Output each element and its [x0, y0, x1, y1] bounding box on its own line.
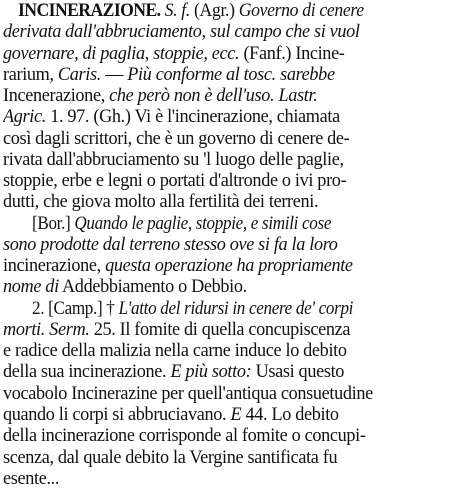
usage-tag: (Agr.)	[189, 1, 235, 21]
body-text: Incenerazione,	[3, 86, 110, 106]
source-citation: E più sotto:	[170, 362, 252, 383]
quotation-text: Quando le paglie, stoppie, e simili cose	[74, 213, 332, 234]
entry-line	[3, 426, 472, 447]
entry-line	[32, 299, 472, 320]
entry-line	[3, 129, 472, 150]
body-text: 44. Lo debito	[241, 405, 339, 425]
entry-line	[3, 341, 472, 362]
definition-text: governare, di paglia, stoppie, ecc.	[3, 43, 240, 64]
entry-line	[3, 469, 472, 490]
body-text: dutti, che giova molto alla fertilità dei terreni.	[3, 192, 319, 213]
entry-line	[3, 362, 472, 383]
entry-line	[3, 235, 472, 256]
entry-line	[3, 448, 472, 469]
entry-line	[3, 277, 472, 298]
source-citation: Agric.	[3, 107, 46, 128]
entry-line	[3, 256, 472, 277]
editorial-note: Più conforme al tosc. sarebbe	[127, 64, 335, 85]
quotation-text: sono prodotte dal terreno stesso ove si fa la loro	[3, 234, 338, 255]
quotation-text: questa operazione ha propriamente	[105, 256, 353, 277]
body-text: della sua incinerazione.	[3, 362, 171, 383]
body-text: rivata dall'abbruciamento su 'l luogo delle paglie,	[3, 149, 344, 170]
entry-line	[3, 405, 472, 426]
entry-line	[3, 65, 472, 86]
definition-text: derivata dall'abbruciamento, sul campo che si vuol	[3, 22, 360, 43]
entry-line	[3, 192, 472, 213]
entry-line	[3, 107, 472, 128]
body-text: così dagli scrittori, che è un governo di cenere de-	[3, 128, 350, 149]
body-text: rarium,	[3, 64, 58, 85]
entry-line	[3, 22, 472, 43]
quotation-text: nome di	[3, 277, 59, 298]
definition-text: Governo di cenere	[234, 1, 364, 21]
entry-line	[3, 150, 472, 171]
entry-line	[3, 44, 472, 65]
entry-line	[3, 320, 472, 341]
entry-headword: INCINERAZIONE.	[18, 1, 161, 21]
entry-line	[18, 1, 472, 22]
entry-line	[3, 171, 472, 192]
body-text: Addebbiamento o Debbio.	[58, 277, 247, 298]
entry-line	[3, 86, 472, 107]
definition-text: L'atto del ridursi in cenere de' corpi	[118, 298, 354, 319]
body-text: scenza, dal quale debito la Vergine santificata fu	[3, 447, 338, 468]
body-text: incinerazione,	[3, 256, 106, 277]
sense-number: 2. [Camp.] †	[32, 298, 119, 319]
usage-tag: [Bor.]	[32, 213, 75, 234]
source-citation: morti. Serm.	[3, 319, 90, 340]
body-text: 25. Il fomite di quella concupiscenza	[89, 319, 351, 340]
body-text: (Fanf.) Incine-	[239, 43, 345, 64]
body-text: e radice della malizia nella carne induce lo debito	[3, 341, 347, 362]
body-text: stoppie, erbe e legni o portati d'altronde o ivi pro-	[3, 171, 347, 192]
body-text: vocabolo Incinerazine per quell'antiqua consuetudine	[3, 383, 373, 404]
body-text: Usasi questo	[251, 362, 345, 383]
body-text: —	[100, 64, 128, 85]
body-text: della incinerazione corrisponde al fomite o concupi-	[3, 426, 366, 447]
body-text: esente...	[3, 468, 60, 489]
body-text: quando li corpi si abbruciavano.	[3, 405, 231, 425]
body-text: 1. 97. (Gh.) Vi è l'incinerazione, chiamata	[45, 107, 340, 128]
source-citation: Caris.	[57, 64, 101, 85]
entry-line	[3, 384, 472, 405]
source-citation: E	[230, 405, 242, 425]
entry-line	[32, 214, 472, 235]
editorial-note: che però non è dell'uso. Lastr.	[109, 86, 318, 106]
grammar-label: S. f.	[160, 1, 190, 21]
